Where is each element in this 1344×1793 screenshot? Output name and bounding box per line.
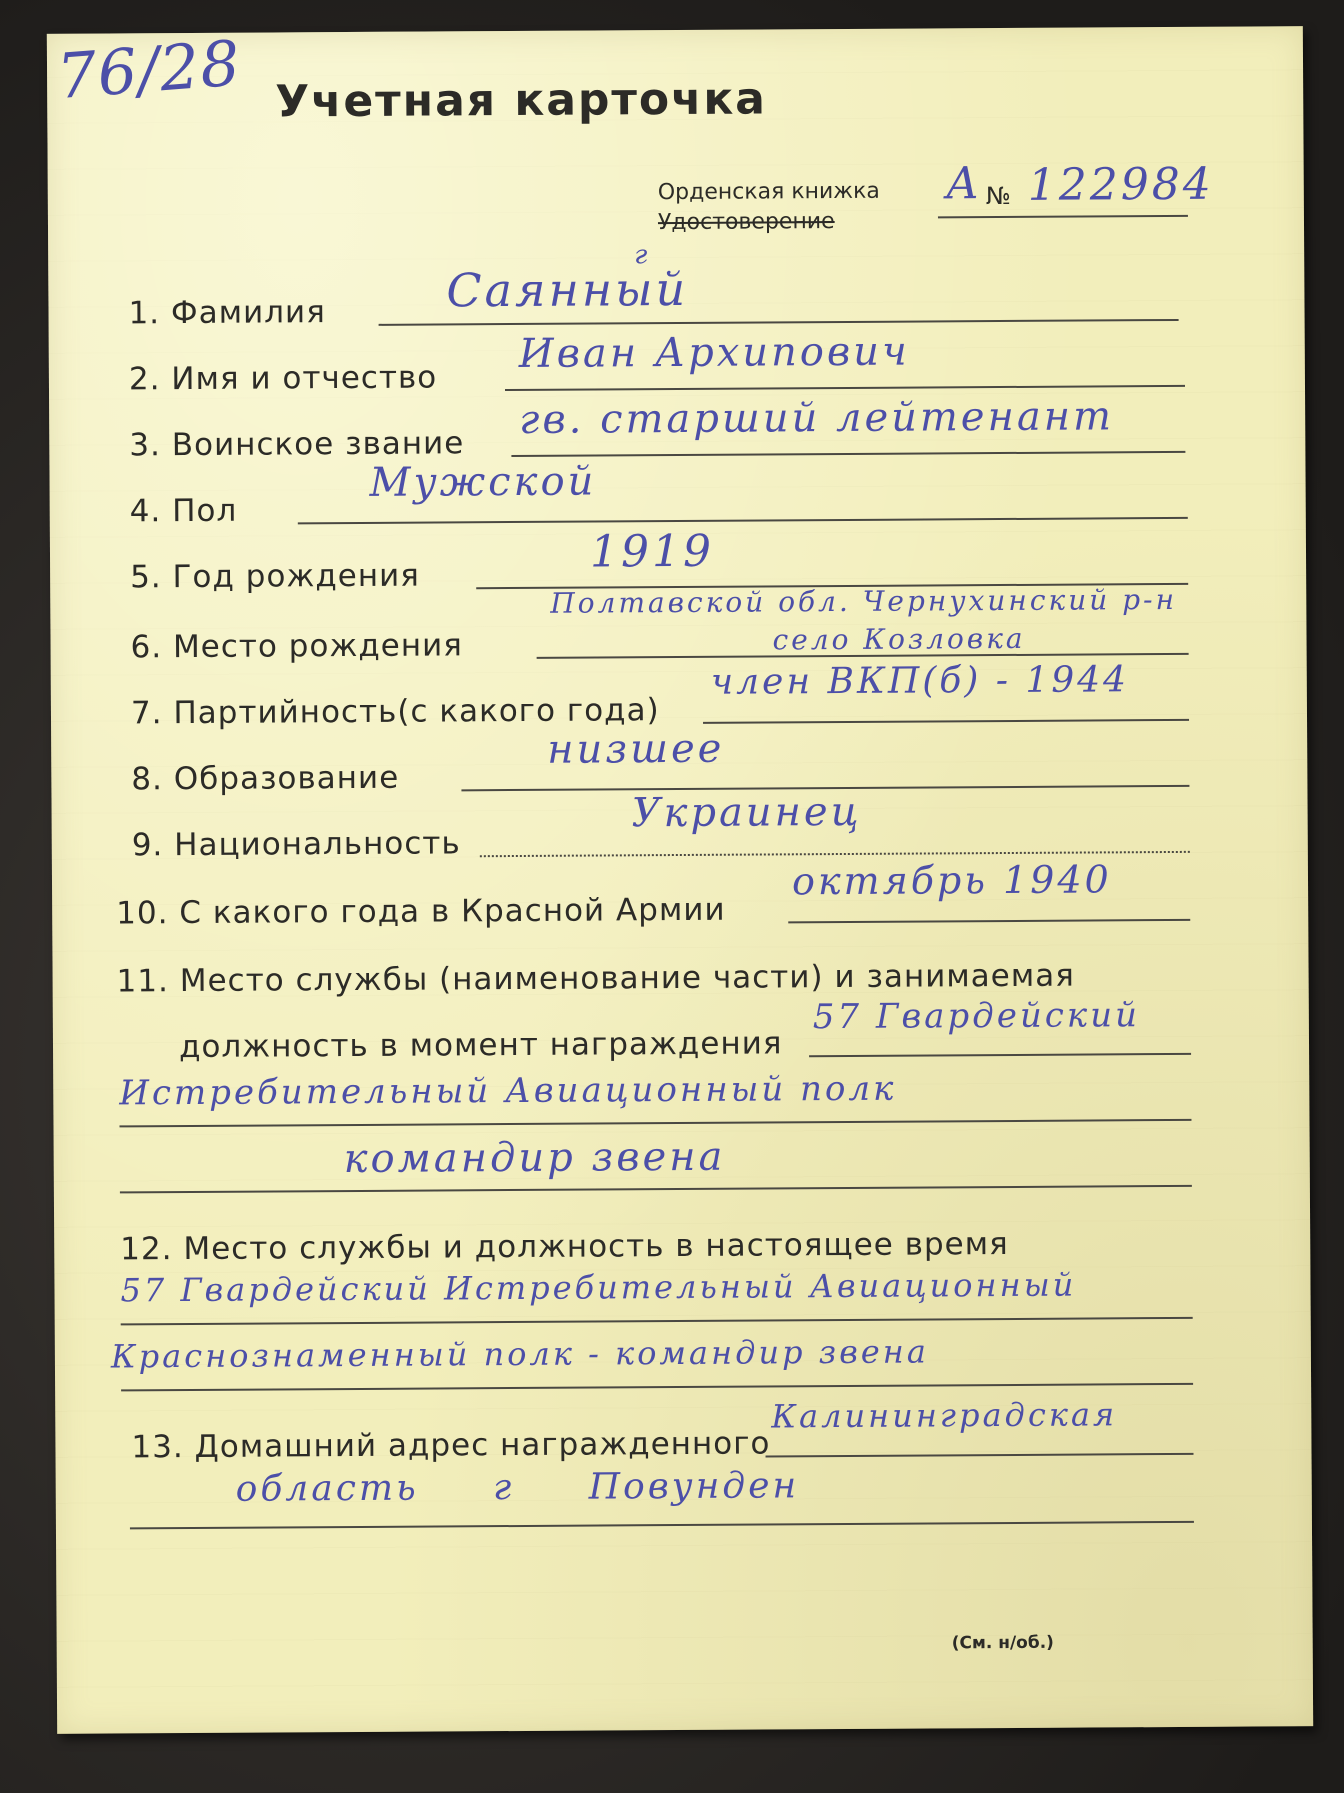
field-9-line (480, 851, 1190, 857)
field-13-line-b (130, 1521, 1194, 1529)
field-9-label: 9. Национальность (131, 825, 461, 864)
field-1-label: 1. Фамилия (128, 294, 326, 332)
book-series: А (945, 158, 983, 210)
field-11-label: 11. Место службы (наименование части) и занимаемая (116, 957, 1075, 1000)
field-5-label: 5. Год рождения (130, 557, 420, 596)
card-title: Учетная карточка (275, 73, 768, 128)
field-11-value-inline: 57 Гвардейский (812, 995, 1141, 1038)
field-12-line-a (121, 1317, 1193, 1326)
field-13-label: 13. Домашний адрес награжденного (131, 1425, 771, 1466)
field-12-value-line1: 57 Гвардейский Истребительный Авиационный (120, 1265, 1077, 1310)
field-11-line-b (119, 1119, 1191, 1128)
field-13-line-a (766, 1453, 1194, 1458)
field-10-line (788, 919, 1190, 923)
field-12-value-line2: Краснознаменный полк - командир звена (110, 1332, 929, 1376)
field-11-label-line2: должность в момент награждения (178, 1025, 783, 1066)
field-12-line-b (121, 1383, 1193, 1392)
field-5-value: 1919 (589, 525, 715, 578)
field-2-value: Иван Архипович (518, 328, 910, 377)
field-4-value: Мужской (369, 458, 597, 506)
field-13-value-line1: область г Повунден (235, 1465, 800, 1510)
see-reverse-note: (См. н/об.) (951, 1632, 1054, 1654)
field-7-label: 7. Партийность(с какого года) (130, 692, 660, 732)
field-6-label: 6. Место рождения (130, 627, 464, 666)
field-8-value: низшее (547, 725, 725, 773)
field-9-value: Украинец (631, 788, 862, 837)
field-7-value: член ВКП(б) - 1944 (710, 659, 1130, 703)
field-13-value-inline: Калининградская (771, 1395, 1118, 1436)
field-3-label: 3. Воинское звание (129, 425, 465, 464)
field-4-label: 4. Пол (129, 492, 238, 530)
field-6-value-line2: село Козловка (772, 621, 1026, 657)
field-3-value: гв. старший лейтенант (519, 393, 1115, 443)
field-10-label: 10. С какого года в Красной Армии (116, 891, 726, 932)
field-2-line (505, 385, 1185, 391)
number-sign: № (985, 181, 1011, 211)
field-7-line (703, 719, 1189, 724)
certificate-label-struck: Удостоверение (657, 209, 835, 236)
book-number-line (938, 215, 1188, 219)
field-1-value: Саянный (446, 261, 689, 318)
field-2-label: 2. Имя и отчество (128, 359, 438, 398)
field-8-label: 8. Образование (131, 759, 400, 798)
field-6-value-line1: Полтавской обл. Чернухинский р-н (550, 582, 1178, 620)
field-11-line-c (120, 1185, 1192, 1194)
corner-number: 76/28 (54, 26, 244, 114)
field-10-value: октябрь 1940 (791, 857, 1112, 904)
record-card (47, 26, 1313, 1734)
field-4-line (298, 517, 1188, 524)
field-12-label: 12. Место службы и должность в настоящее время (120, 1225, 1009, 1268)
field-1-superscript: г (634, 240, 651, 271)
field-1-line (379, 319, 1179, 326)
field-11-value-line2: командир звена (343, 1133, 726, 1183)
book-number: 122984 (1027, 158, 1214, 211)
field-11-line-a (809, 1053, 1191, 1057)
order-book-label: Орденская книжка (657, 178, 880, 206)
field-3-line (511, 451, 1185, 457)
field-11-value-line1: Истребительный Авиационный полк (119, 1068, 897, 1114)
